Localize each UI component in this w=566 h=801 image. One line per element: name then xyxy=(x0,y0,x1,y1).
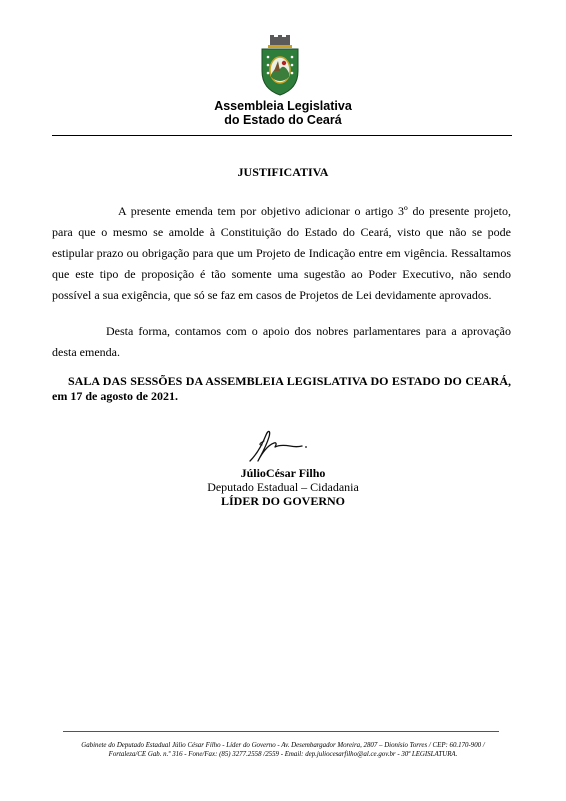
institution-name-line2: do Estado do Ceará xyxy=(224,113,342,127)
body-paragraph-1: A presente emenda tem por objetivo adicionar o artigo 3º do presente projeto, para que o mesmo se amolde à Constituição do Estado do Ceará, visto que não se pode estipular prazo ou obrigação para que um Projeto de Indicação entre em vigência. Ressaltamos que este tipo de proposição é tão somente uma sugestão ao Poder Executivo, não sendo possível a sua exigência, que só se faz em casos de Projetos de Lei devidamente aprovados. xyxy=(52,204,511,302)
document-title: JUSTIFICATIVA xyxy=(237,165,329,179)
body-paragraph-2: Desta forma, contamos com o apoio dos nobres parlamentares para a aprovação desta emenda. xyxy=(52,324,511,359)
closing-statement: SALA DAS SESSÕES DA ASSEMBLEIA LEGISLATIVA DO ESTADO DO CEARÁ, em 17 de agosto de 2021. xyxy=(52,374,511,403)
header-divider xyxy=(52,135,512,136)
signatory-position: LÍDER DO GOVERNO xyxy=(220,494,345,508)
signatory-role: Deputado Estadual – Cidadania xyxy=(207,480,359,494)
footer-line-1: Gabinete do Deputado Estadual Júlio César Filho - Líder do Governo - Av. Desembargador Moreira, 2807 – Dionísio Torres / CEP: 60.170-900 / xyxy=(81,742,485,749)
signature xyxy=(246,427,310,465)
footer-divider xyxy=(63,731,499,732)
signatory-name: JúlioCésar Filho xyxy=(240,466,326,480)
state-coat-of-arms-icon xyxy=(258,35,302,97)
footer-line-2: Fortaleza/CE Gab. n.º 316 - Fone/Fax: (85) 3277.2558 /2559 - Email: dep.juliocesarfilho@al.ce.gov.br - 30ª LEGISLATURA. xyxy=(108,751,458,758)
institution-name-line1: Assembleia Legislativa xyxy=(214,99,352,113)
